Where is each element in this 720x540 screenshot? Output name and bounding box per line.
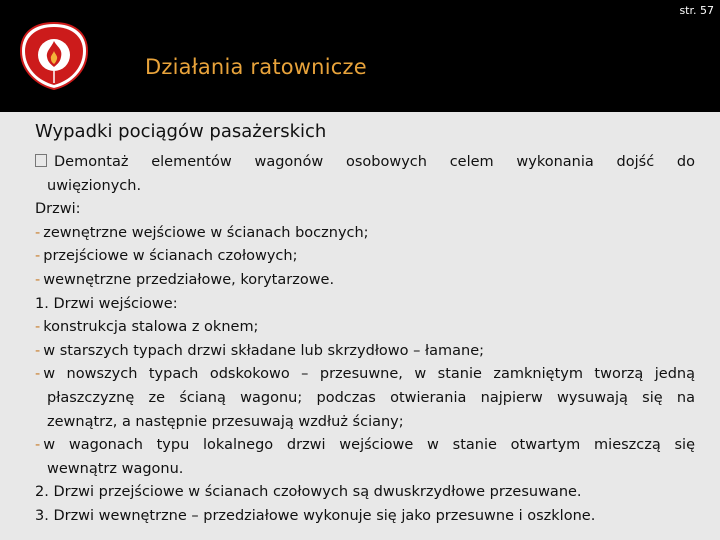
section-1-item-b: - w starszych typach drzwi składane lub skrzydłowo – łamane; bbox=[35, 342, 485, 359]
bullet-line-1: Demontaż elementów wagonów osobowych celem wykonania dojść do bbox=[35, 151, 695, 175]
header-bar bbox=[0, 0, 720, 112]
dash-item: - przejściowe w ścianach czołowych; bbox=[35, 248, 298, 265]
square-bullet-icon bbox=[35, 154, 47, 167]
section-1-item-a: - konstrukcja stalowa z oknem; bbox=[35, 319, 259, 336]
body-text bbox=[35, 151, 695, 529]
section-1-heading: 1. Drzwi wejściowe: bbox=[35, 295, 178, 312]
content-area bbox=[35, 121, 695, 529]
bullet-line-2: uwięzionych. bbox=[47, 177, 142, 194]
slide-title: Działania ratownicze bbox=[145, 55, 367, 79]
dash-item: - zewnętrzne wejściowe w ścianach bocznych; bbox=[35, 224, 369, 241]
section-3-text: 3. Drzwi wewnętrzne – przedziałowe wykonuje się jako przesuwne i oszklone. bbox=[35, 507, 596, 524]
section-1-item-d-line-2: wewnątrz wagonu. bbox=[47, 460, 184, 477]
section-1-item-c-line-3: zewnątrz, a następnie przesuwają wzdłuż ściany; bbox=[47, 413, 404, 430]
subtitle: Wypadki pociągów pasażerskich bbox=[35, 121, 327, 142]
section-1-item-c-line-2: płaszczyznę ze ścianą wagonu; podczas otwierania najpierw wysuwają się na bbox=[47, 389, 695, 406]
fire-brigade-emblem-icon bbox=[19, 21, 89, 91]
dash-item: - wewnętrzne przedziałowe, korytarzowe. bbox=[35, 271, 335, 288]
section-1-item-c-line-1: - w nowszych typach odskokowo – przesuwne, w stanie zamkniętym tworzą jedną bbox=[35, 366, 695, 383]
section-1-item-d-line-1: - w wagonach typu lokalnego drzwi wejściowe w stanie otwartym mieszczą się bbox=[35, 437, 695, 454]
doors-heading: Drzwi: bbox=[35, 201, 81, 218]
page-number: str. 57 bbox=[679, 4, 714, 17]
section-2-text: 2. Drzwi przejściowe w ścianach czołowych są dwuskrzydłowe przesuwane. bbox=[35, 484, 582, 501]
